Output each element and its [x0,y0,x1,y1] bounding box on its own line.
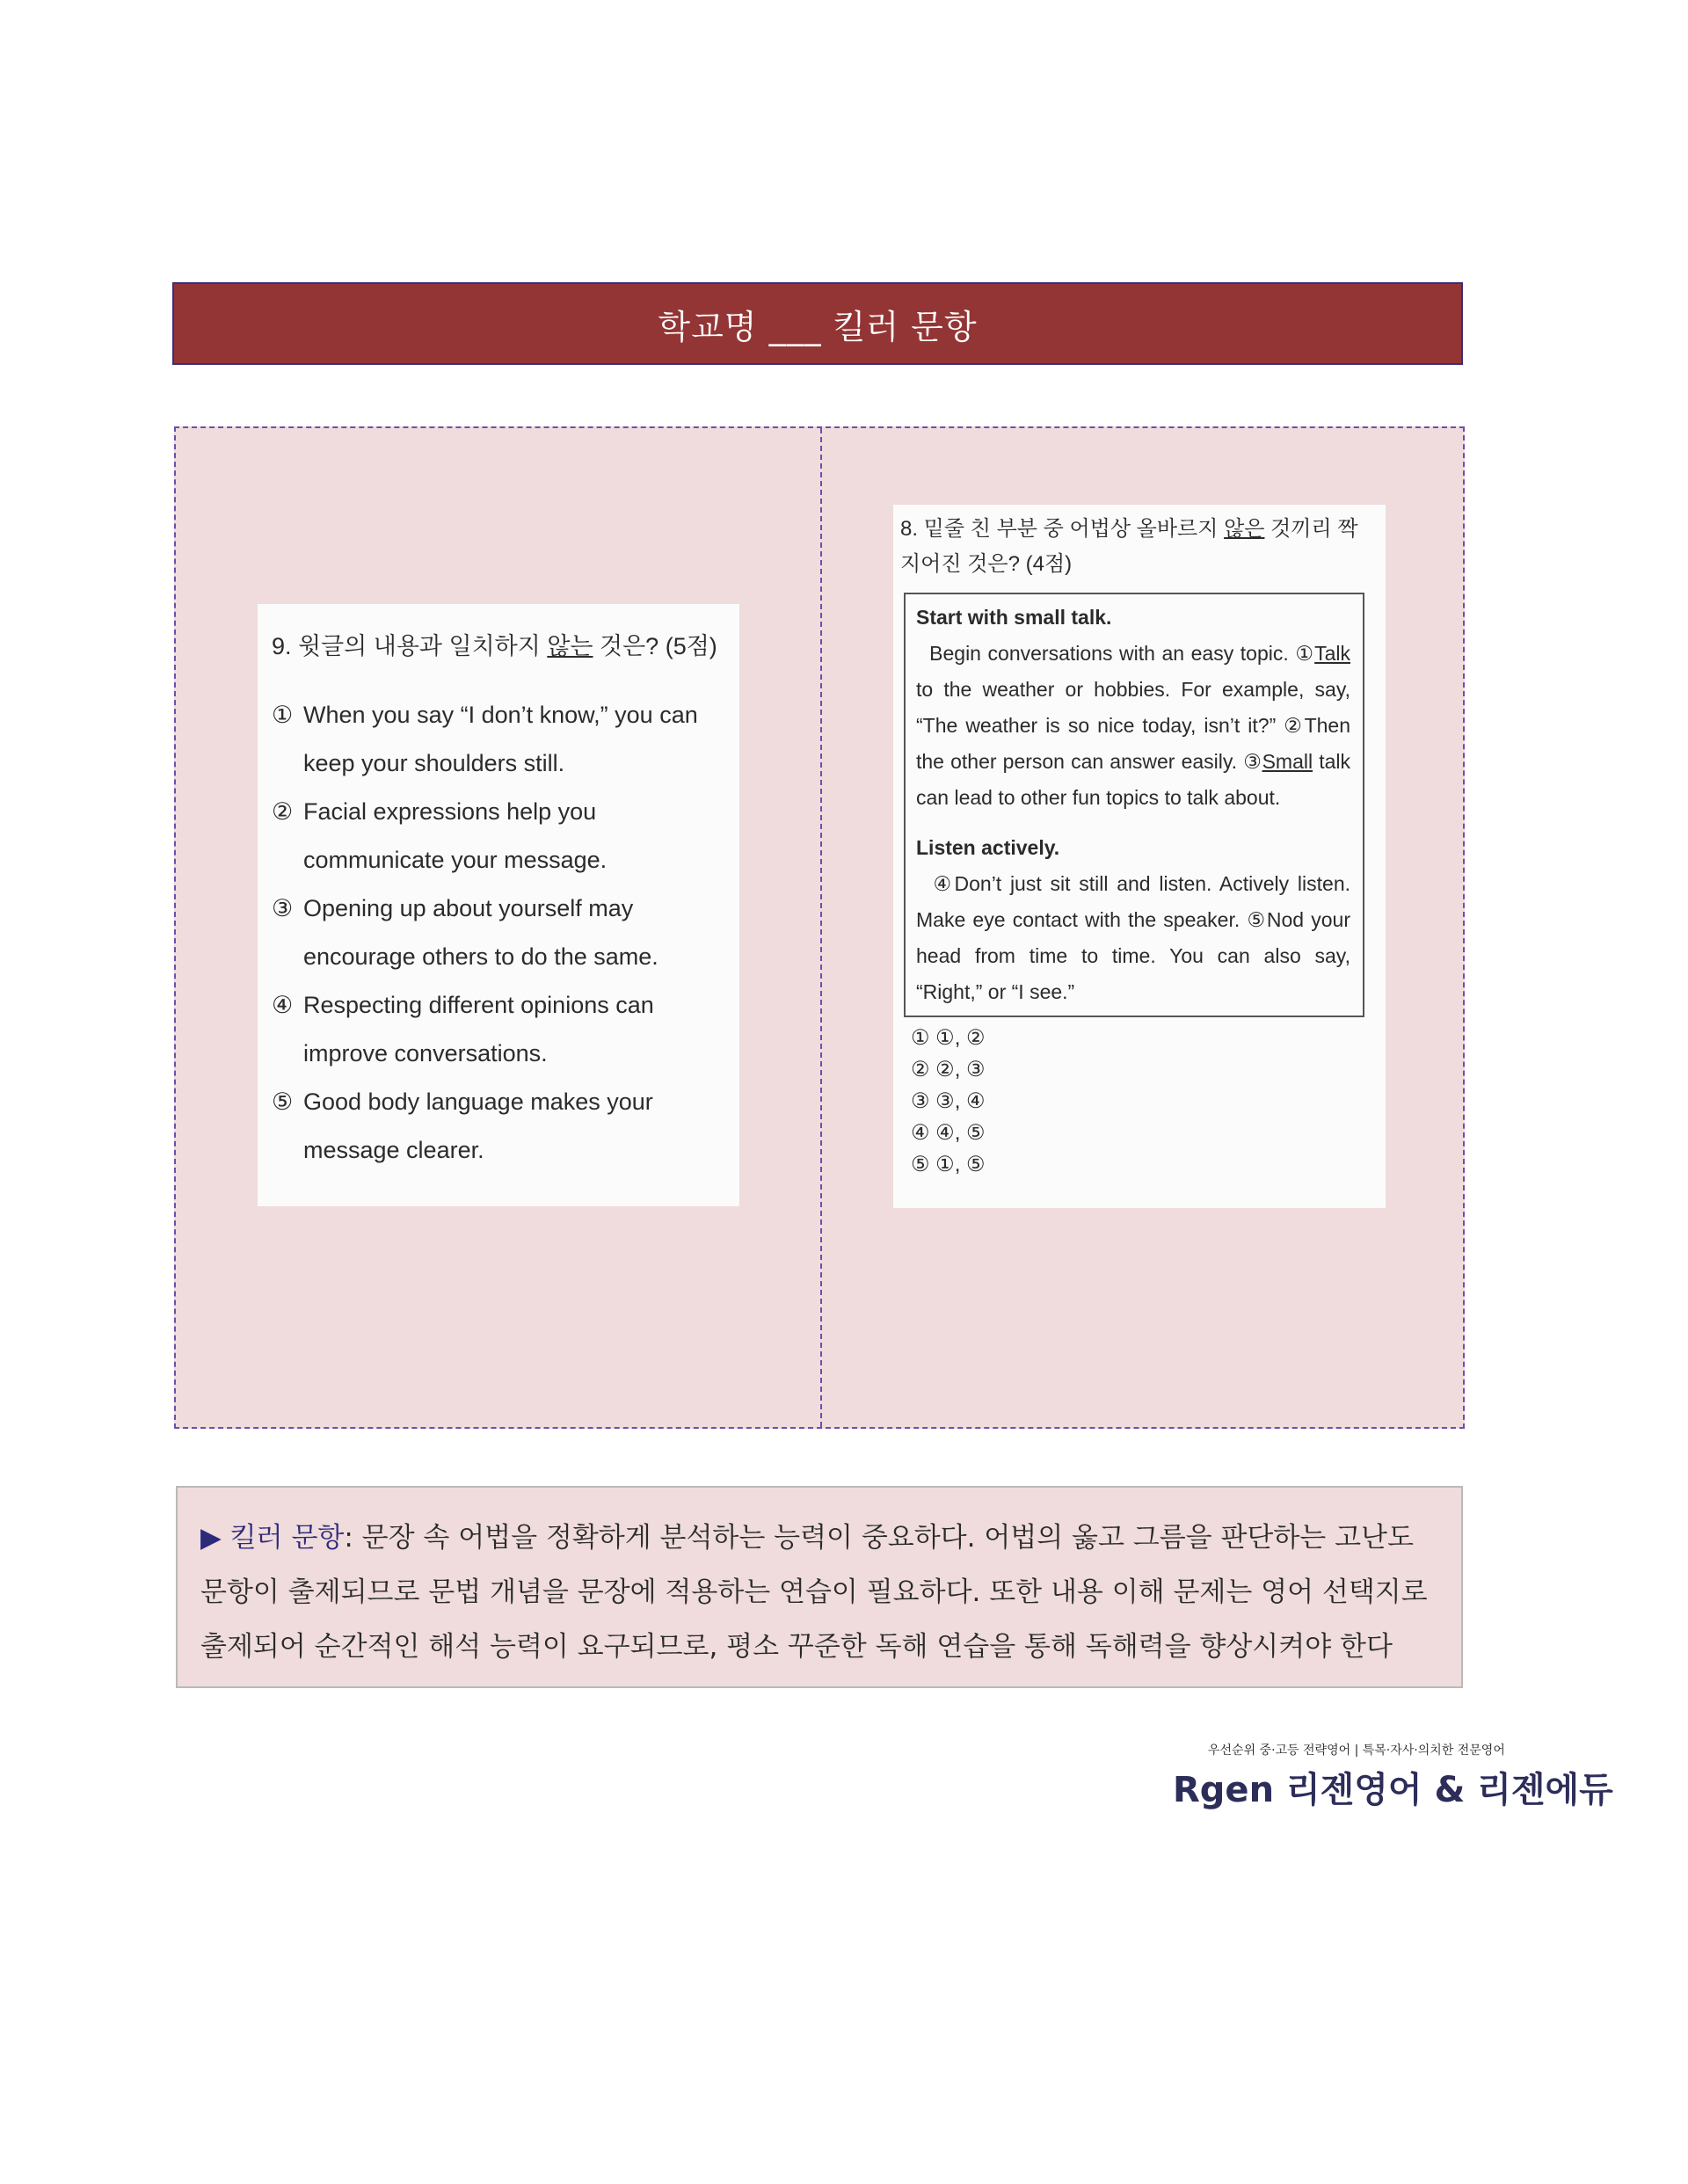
passage-text: talk can lead to other fun topics to talk about. [916,750,1350,809]
option-number: ① [272,702,294,728]
passage-paragraph-2 [916,866,1350,1010]
answer-choice: ② ②, ③ [911,1058,986,1081]
option-text: Respecting different opinions can improve conversations. [303,992,654,1067]
passage-text: ④Don’t just sit still and listen. Actively listen. Make eye contact with the speaker. ⑤Nod your head from time to time. You can also say, “Right,” or “I see.” [916,872,1350,1003]
question-9-option [272,981,739,1078]
answer-choice: ④ ④, ⑤ [911,1121,986,1145]
column-divider [820,428,822,1427]
option-text: When you say “I don’t know,” you can keep your shoulders still. [303,702,698,776]
passage-marker: ① [1295,642,1315,665]
passage-text: Begin conversations with an easy topic. [929,642,1296,665]
question-9-option [272,885,739,981]
page-title: 학교명 ___ 킬러 문항 [658,307,978,346]
answer-choice: ① ①, ② [911,1026,986,1050]
option-number: ⑤ [272,1088,294,1115]
option-number: ② [272,798,294,825]
summary-text: : 문장 속 어법을 정확하게 분석하는 능력이 중요하다. 어법의 옳고 그름을 판단하는 고난도 문항이 출제되므로 문법 개념을 문장에 적용하는 연습이 필요하다. 또한 내용 이해 문제는 영어 선택지로 출제되어 순간적인 해석 능력이 요구되므로, 평소 꾸준한 독해 연습을 통해 독해력을 향상시켜야 한다 [200,1522,1428,1663]
question-comparison-box [174,426,1465,1429]
passage-underlined-word: Small [1262,750,1313,773]
logo-tagline: 우선순위 중·고등 전략영어 | 특목·자사·의치한 전문영어 [1208,1744,1505,1758]
passage-paragraph-1 [916,636,1350,816]
passage-underlined-word: Talk [1314,642,1351,665]
option-number: ④ [272,992,294,1018]
option-text: Opening up about yourself may encourage others to do the same. [303,895,658,970]
answer-choice: ③ ③, ④ [911,1089,986,1113]
header-banner [172,282,1463,365]
passage-heading-small-talk: Start with small talk. [916,606,1112,629]
question-9-title-suffix: 것은? (5점) [593,633,717,659]
passage-text: to the weather or hobbies. For example, say, “The weather is so nice today, isn’t it?” ②Then the other person can answer easily. ③ [916,678,1350,773]
brand-logo [1153,1741,1613,1811]
question-9-option [272,691,739,788]
question-9-title-underlined: 않는 [547,633,593,659]
question-8-title [900,512,1375,582]
question-8-passage [904,593,1364,1017]
option-text: Facial expressions help you communicate your message. [303,798,608,873]
question-9-card [258,604,739,1206]
passage-heading-listen: Listen actively. [916,836,1060,859]
summary-box [176,1486,1463,1688]
summary-marker: ▶ 킬러 문항 [200,1522,345,1554]
question-8-choices [911,1023,1386,1181]
question-9-title [272,627,739,661]
logo-brand-text: Rgen 리젠영어 & 리젠에듀 [1173,1770,1613,1810]
answer-choice: ⑤ ①, ⑤ [911,1153,986,1176]
question-8-title-prefix: 8. 밑줄 친 부분 중 어법상 올바르지 [900,517,1225,541]
question-8-title-suffix: 것끼리 짝지어진 것은? (4점) [900,517,1358,576]
option-text: Good body language makes your message clearer. [303,1088,653,1163]
question-9-option [272,788,739,885]
question-8-card [893,505,1386,1208]
question-8-title-underlined: 않은 [1224,517,1265,541]
question-9-title-prefix: 9. 윗글의 내용과 일치하지 [272,633,548,659]
question-9-option [272,1078,739,1175]
option-number: ③ [272,895,294,921]
